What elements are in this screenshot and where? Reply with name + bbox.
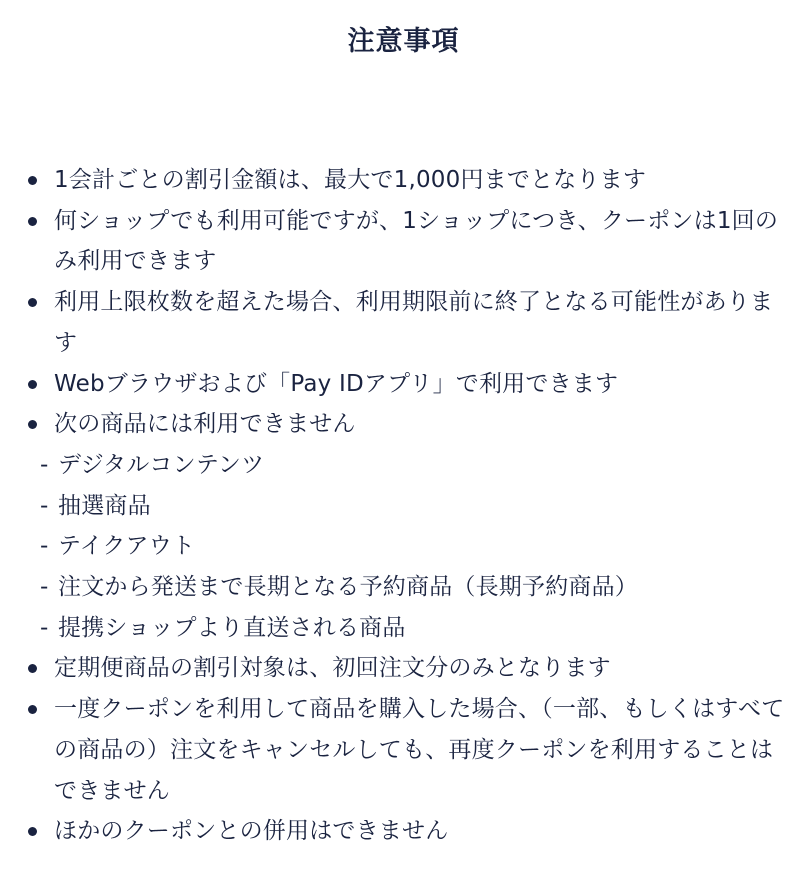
dash-marker: - <box>40 614 49 641</box>
note-text: デジタルコンテンツ <box>58 451 265 478</box>
bullet-icon <box>28 664 37 673</box>
note-text: 何ショップでも利用可能ですが、1ショップにつき、クーポンは1回のみ利用できます <box>54 207 779 275</box>
note-list-item <box>0 160 807 201</box>
note-text: 定期便商品の割引対象は、初回注文分のみとなります <box>54 655 611 682</box>
page-title: 注意事項 <box>347 26 460 57</box>
note-list-item <box>0 364 807 405</box>
note-text: 次の商品には利用できません <box>54 411 356 438</box>
sub-list-item <box>0 486 807 527</box>
note-list-item <box>0 689 807 811</box>
note-text: 1会計ごとの割引金額は、最大で1,000円までとなります <box>54 167 647 193</box>
bullet-icon <box>28 827 37 836</box>
dash-marker: - <box>40 451 49 478</box>
bullet-icon <box>28 176 37 185</box>
note-text: ほかのクーポンとの併用はできません <box>54 818 449 845</box>
note-text: Webブラウザおよび「Pay IDアプリ」で利用できます <box>54 370 619 397</box>
bullet-icon <box>28 217 37 226</box>
bullet-icon <box>28 298 37 307</box>
note-list-item <box>0 811 807 852</box>
notes-list <box>0 160 807 852</box>
dash-marker: - <box>40 574 49 601</box>
note-text: テイクアウト <box>58 533 196 560</box>
sub-list-item <box>0 526 807 567</box>
dash-marker: - <box>40 533 49 560</box>
bullet-icon <box>28 380 37 389</box>
note-list-item <box>0 201 807 282</box>
note-list-item <box>0 648 807 689</box>
note-text: 提携ショップより直送される商品 <box>58 614 406 641</box>
dash-marker: - <box>40 492 49 519</box>
bullet-icon <box>28 420 37 429</box>
note-text: 注文から発送まで長期となる予約商品（長期予約商品） <box>58 574 638 601</box>
sub-list-item <box>0 567 807 608</box>
note-list-item <box>0 404 807 445</box>
note-text: 一度クーポンを利用して商品を購入した場合、（一部、もしくはすべての商品の）注文をキャンセルしても、再度クーポンを利用することはできません <box>54 696 785 804</box>
note-list-item <box>0 282 807 363</box>
bullet-icon <box>28 705 37 714</box>
sub-list-item <box>0 445 807 486</box>
note-text: 抽選商品 <box>58 492 151 519</box>
note-text: 利用上限枚数を超えた場合、利用期限前に終了となる可能性があります <box>54 289 774 356</box>
sub-list-item <box>0 608 807 649</box>
